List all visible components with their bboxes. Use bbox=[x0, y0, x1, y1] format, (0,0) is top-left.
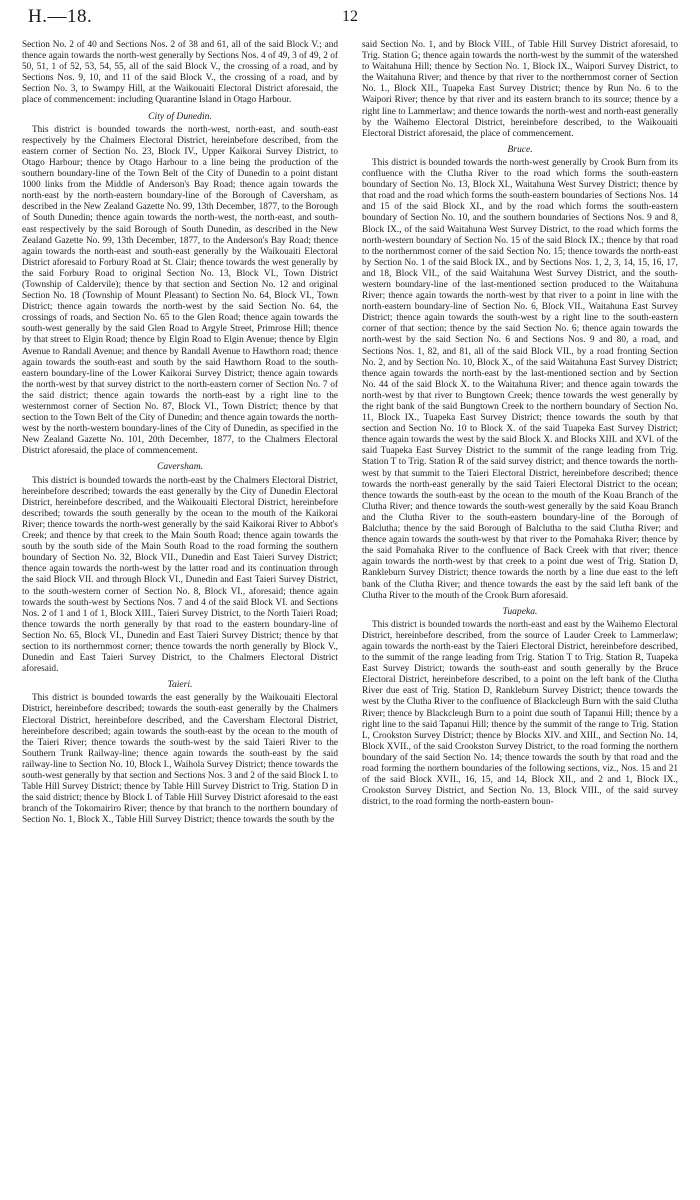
paragraph: This district is bounded towards the east generally by the Waikouaiti Electoral District, hereinbefore described; towards the south-east generally by the Chalmers Electoral District, hereinbefore described, and the Caversham Electoral District, hereinbefore described; again towards the south-east by the ocean to the mouth of the Taieri River; thence towards the south-west by the said Taieri River to the Southern Trunk Railway-line; thence again towards the south-east by the said railway-line to Section No. 10, Block I., Waihola Survey District; thence towards the south-west generally by that section and Sections Nos. 3 and 2 of the said Block I. to Table Hill Survey District; thence by Table Hill Survey District to Trig. Station D in the said district; thence by Block I. of Table Hill Survey District aforesaid to the east branch of the Tokomairiro River; thence by that branch to the northern boundary of Section No. 1, Block X., Table Hill Survey District; thence towards the south by the bbox=[22, 693, 338, 826]
section-heading: City of Dunedin. bbox=[148, 110, 212, 122]
paragraph: This district is bounded towards the north-west, north-east, and south-east respectively by the Chalmers Electoral District, hereinbefore described, from the eastern corner of Section No. 23, Block IV., Upper Kaikorai Survey District, to Otago Harbour; thence by Otago Harbour to a line being the production of the southern boundary-line of the Town Belt of the City of Dunedin to a point distant 1000 links from the Middle of Anderson's Bay Road; thence again towards the north-east by the north-eastern boundary-line of the Borough of Caversham, as described in the New Zealand Gazette No. 99, 13th December, 1877, to the Borough of South Dunedin; thence again towards the north-west, the north-east, and south-east respectively by the said Borough of South Dunedin, as described in the New Zealand Gazette No. 99, 13th December, 1877, to the Anderson's Bay Road; thence again towards the north-east and south-east generally by the Waikouaiti Electoral District aforesaid to Forbury Road at St. Clair; thence towards the west generally by the said Forbury Road to original Section No. 13, Block VI., Town District (Township of Caldervile); thence by that section and Section No. 12 and original Section No. 18 (Township of Mount Pleasant) to Section No. 64, Block VI., Town District; thence again towards the north-west by the said Section No. 64, the crossings of roads, and Section No. 65 to the Glen Road; thence again towards the south-west generally by the said Glen Road to Argyle Street, Primrose Hill; thence by that street to Elgin Road; thence by Elgin Road to Elgin Avenue; thence by Elgin Avenue to Randall Avenue; and thence by Randall Avenue to Hawthorn road; thence again towards the south-east and south by the said Hawthorn Road to the south-eastern boundary-line of the Lower Kaikorai Survey District; thence again towards the north-west by that survey district to the north-eastern corner of Section No. 7 of the said district; thence again towards the north-east by a right line to the westernmost corner of Section No. 87, Block VI., Town District; thence by that section to the Town Belt of the City of Dunedin; and thence again towards the north-west by the north-western boundary-lines of the City of Dunedin, as specified in the New Zealand Gazette No. 101, 20th December, 1877, to the Chalmers Electoral District aforesaid, the place of commencement. bbox=[22, 124, 338, 457]
section-heading: Caversham. bbox=[156, 461, 204, 473]
document-reference: H.—18. bbox=[28, 6, 93, 27]
section-heading: Tuapeka. bbox=[502, 605, 538, 617]
paragraph: This district is bounded towards the north-east and east by the Waihemo Electoral District, hereinbefore described, from the source of Lauder Creek to Lammerlaw; again towards the north-east by the Taieri Electoral District, hereinbefore described, to the summit of the range leading from Trig. Station T to Trig. Station R, Tuapeka East Survey District; towards the south-east and south generally by the Bruce Electoral District, hereinbefore described, to a point on the left bank of the Clutha River due east of Trig. Station D, Rankleburn Survey District; thence towards the west by the Clutha River to the confluence of Blackcleugh Burn with the said Clutha River; thence by Blackcleugh Burn to a point due south of Tapanui Hill; thence by a right line to the said Tapanui Hill; thence by the summit of the range to Trig. Station L, Crookston Survey District; thence by Blocks XIV. and XIII., and Section No. 14, Block XVII., of the said Crookston Survey District, to the road forming the northern boundary of the said Section No. 14; thence towards the south by that road and the road forming the northern boundaries of the following sections, viz., Nos. 15 and 21 of the said Block XVII., 16, 15, and 14, Block XII., and 2 and 1, Block IX., Crookston Survey District, and Section No. 13, Block VIII., of the said survey district, to the road forming the north-eastern boun- bbox=[362, 619, 678, 808]
page-header bbox=[22, 0, 678, 40]
paragraph: said Section No. 1, and by Block VIII., of Table Hill Survey District aforesaid, to Trig. Station G; thence again towards the north-west by the summit of the watershed to Waitahuna Hill; thence by Section No. 1, Block IX., Waipori Survey District, to the Waitahuna River; and thence by that river to the northernmost corner of Section No. 1., Block XII., Tuapeka East Survey District; thence by Run No. 6 to the Waipori River; thence by that river and its eastern branch to its source; thence by a right line to Lammerlaw; and thence towards the north-west and north-east generally by the Waihemo Electoral District, hereinbefore described, to the Waikouaiti Electoral District aforesaid, the place of commencement. bbox=[362, 40, 678, 139]
page-number: 12 bbox=[342, 8, 358, 25]
section-heading: Bruce. bbox=[507, 143, 533, 155]
paragraph: This district is bounded towards the north-west generally by Crook Burn from its confluence with the Clutha River to the road which forms the south-eastern boundary of Section No. 13, Block XI., Waitahuna West Survey District; thence by that road and the road which forms the south-eastern boundaries of Sections Nos. 14 and 15 of the said Block XI., and by the road which forms the south-eastern boundary of Section No. 10, and the southern boundaries of Sections Nos. 9 and 8, Block IX., of the said Waitahuna West Survey District, to the road which forms the north-western boundary of Section No. 15 of the said Block IX.; thence by that road to the northernmost corner of the said Section No. 15; thence towards the north-east by Section No. 1 of the said Block IX., and by Sections Nos. 1, 2, 3, 14, 15, 16, 17, and 18, Block VII., of the said Waitahuna West Survey District, and the south-western boundary-line of the last-mentioned section produced to the Waitahuna River; thence again towards the north-west by that river to a point in line with the north-eastern boundary-line of Section No. 6, Block VII., Waitahuna East Survey District; thence again towards the south-west by a right line to the south-eastern corner of that section; thence by the said Section No. 6; thence again towards the north-west by the said Section No. 6 and Sections Nos. 9 and 80, a road, and Sections Nos. 1, 82, and 81, all of the said Block VII., by a road fronting Section No. 2, and by Section No. 10, Block X., of the said Waitahuna East Survey District; thence again towards the north-east by the last-mentioned section and by Section No. 44 of the said Block X. to the Waitahuna River; and thence again towards the north-west by that river to Bungtown Creek; thence towards the west generally by the right bank of the said Bungtown Creek to the northern boundary of Section No. 11, Block IX., Tuapeka East Survey District; thence towards the south by that section and Section No. 10 to Block X. of the said Tuapeka East Survey District; thence again towards the west by the said Block X. and Blocks XIII. and XVI. of the said Tuapeka East Survey District to the summit of the range leading from Trig. Station T to Trig. Station R of the said survey district; and thence towards the north-west by that summit to the Taieri Electoral District, hereinbefore described; thence towards the north-east generally by the said Taieri Electoral District to the ocean; thence towards the south-east by the ocean to the mouth of the Koau Branch of the Clutha River; and thence towards the south-west generally by the said Koau Branch and the Clutha River to the south-eastern boundary-line of the Borough of Balclutha; thence by the said Borough of Balclutha to the said Clutha River; and thence again towards the south-west by that river to the Pomahaka River; thence by the said Pomahaka River to the confluence of Back Creek with that river; thence again towards the north-west by that creek to a point due west of Trig. Station D, Rankleburn Survey District; thence towards the north by a line due east to the left bank of the Clutha River; and thence towards the east by the said left bank of the Clutha River to the mouth of the Crook Burn aforesaid. bbox=[362, 157, 678, 601]
left-column bbox=[22, 40, 338, 829]
right-column bbox=[362, 40, 678, 829]
section-heading: Taieri. bbox=[167, 679, 193, 691]
paragraph: This district is bounded towards the north-east by the Chalmers Electoral District, hereinbefore described; towards the east generally by the City of Dunedin Electoral District, hereinbefore described, and the Waikouaiti Electoral District, hereinbefore described; towards the south generally by the ocean to the mouth of the Kaikorai River; thence towards the north-west generally by the said Kaikorai River to Abbot's Creek; and thence by that creek to the Main South Road; thence again towards the south by the south side of the Main South Road to the road forming the southern boundary of Section No. 32, Block VII., Dunedin and East Taieri Survey District; thence again towards the north-west by the latter road and its continuation through the said Block VII. and through Block VI., Dunedin and East Taieri Survey District, to the south-western corner of Section No. 8, Block VI., aforesaid; thence again towards the south-west by Sections Nos. 7 and 4 of the said Block VI. and Sections Nos. 2 of 1 and 1 of 1, Block XIII., Taieri Survey District, to the North Taieri Road; thence towards the north generally by that road to the eastern boundary-line of Section No. 65, Block VI., Dunedin and East Taieri Survey District; thence by that section to its northernmost corner; thence towards the north generally by Block V., Dunedin and East Taieri Survey District, to the Chalmers Electoral District aforesaid. bbox=[22, 475, 338, 675]
text-columns bbox=[22, 40, 678, 829]
paragraph: Section No. 2 of 40 and Sections Nos. 2 of 38 and 61, all of the said Block V.; and thence again towards the north-west generally by Sections Nos. 4 of 49, 3 of 49, 2 of 50, 51, 1 of 52, 53, 54, 55, all of the said Block V., the crossing of a road, and by Sections Nos. 9, 10, and 11 of the said Block V., the crossing of a road, and by Section No. 3, to Swampy Hill, at the Waikouaiti Electoral District aforesaid, the place of commencement: including Quarantine Island in Otago Harbour. bbox=[22, 40, 338, 106]
